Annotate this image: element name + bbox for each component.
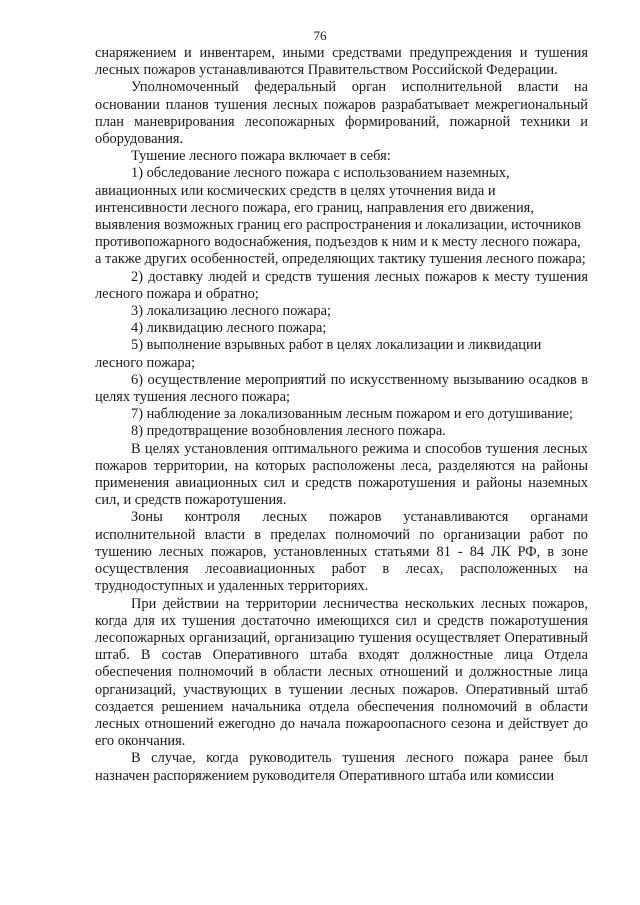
paragraph: 4) ликвидацию лесного пожара;: [131, 320, 327, 337]
page-number: 76: [313, 28, 327, 43]
paragraph: снаряжением и инвентарем, иными средствами предупреждения и тушения лесных пожаров устанавливаются Правительством Российской Федерации.: [95, 45, 588, 79]
document-body: [95, 45, 588, 785]
paragraph: Уполномоченный федеральный орган исполнительной власти на основании планов тушения лесных пожаров разрабатывает межрегиональный план маневрирования лесопожарных формирований, пожарной техники и оборудования.: [95, 79, 588, 148]
paragraph: Тушение лесного пожара включает в себя:: [131, 148, 391, 165]
paragraph: В случае, когда руководитель тушения лесного пожара ранее был назначен распоряжением руководителя Оперативного штаба или комиссии: [95, 750, 588, 784]
paragraph: В целях установления оптимального режима и способов тушения лесных пожаров территории, на которых расположены леса, разделяются на районы применения авиационных сил и средств пожаротушения и районы наземных сил, и средств пожаротушения.: [95, 440, 588, 509]
paragraph: Зоны контроля лесных пожаров устанавливаются органами исполнительной власти в пределах полномочий по организации работ по тушению лесных пожаров, установленных статьями 81 - 84 ЛК РФ, в зоне осуществления лесоавиационных работ в лесах, расположенных на труднодоступных и удаленных территориях.: [95, 509, 588, 595]
paragraph: 8) предотвращение возобновления лесного пожара.: [131, 423, 446, 440]
paragraph: 7) наблюдение за локализованным лесным пожаром и его дотушивание;: [131, 406, 573, 423]
paragraph: 2) доставку людей и средств тушения лесных пожаров к месту тушения лесного пожара и обратно;: [95, 268, 588, 302]
paragraph: 5) выполнение взрывных работ в целях локализации и ликвидации лесного пожара;: [95, 337, 542, 371]
paragraph: 1) обследование лесного пожара с использованием наземных, авиационных или космических средств в целях уточнения вида и интенсивности лесного пожара, его границ, направления его движения, выявления возможных границ его распространения и локализации, источников противопожарного водоснабжения, подъездов к ним и к месту лесного пожара, а также других особенностей, определяющих тактику тушения лесного пожара;: [95, 165, 586, 268]
paragraph: 3) локализацию лесного пожара;: [131, 303, 331, 320]
paragraph: При действии на территории лесничества нескольких лесных пожаров, когда для их тушения достаточно имеющихся сил и средств пожаротушения лесопожарных организаций, организацию тушения осуществляет Оперативный штаб. В состав Оперативного штаба входят должностные лица Отдела обеспечения полномочий в области лесных отношений и должностные лица организаций, участвующих в тушении лесных пожаров. Оперативный штаб создается решением начальника отдела обеспечения полномочий в области лесных отношений ежегодно до начала пожароопасного сезона и действует до его окончания.: [95, 595, 588, 750]
paragraph: 6) осуществление мероприятий по искусственному вызыванию осадков в целях тушения лесного пожара;: [95, 371, 588, 406]
